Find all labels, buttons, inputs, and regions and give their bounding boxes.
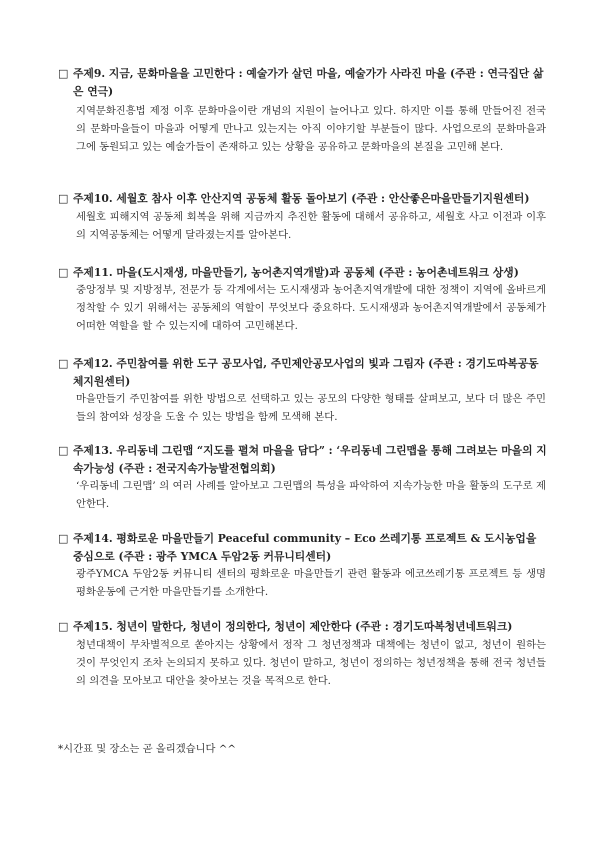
topic-title-row: [58, 355, 548, 390]
footer-note: *시간표 및 장소는 곧 올리겠습니다 ^^: [58, 743, 237, 755]
topic-title: 주제12. 주민참여를 위한 도구 공모사업, 주민제안공모사업의 빛과 그림자 (주관 : 경기도따복공동체지원센터): [73, 357, 539, 388]
topic-title-row: [58, 618, 548, 636]
topic-description: 마을만들기 주민참여를 위한 방법으로 선택하고 있는 공모의 다양한 형태를 살펴보고, 보다 더 많은 주민들의 참여와 성장을 도울 수 있는 방법을 함께 모색해 본다.: [76, 393, 546, 423]
topic-title: 주제13. 우리동네 그린맵 “지도를 펼쳐 마을을 담다” : ‘우리동네 그린맵을 통해 그려보는 마을의 지속가능성 (주관 : 전국지속가능발전협의회): [73, 444, 547, 475]
checkbox-bullet-icon: □: [58, 532, 69, 545]
topic-description: 광주YMCA 두암2동 커뮤니티 센터의 평화로운 마을만들기 관련 활동과 에코쓰레기통 프로젝트 등 생명평화운동에 근거한 마을만들기를 소개한다.: [76, 568, 546, 598]
checkbox-bullet-icon: □: [58, 67, 69, 80]
topic-title-row: [58, 442, 548, 477]
checkbox-bullet-icon: □: [58, 620, 69, 633]
topic-title-row: [58, 264, 548, 282]
topic-title: 주제10. 세월호 참사 이후 안산지역 공동체 활동 돌아보기 (주관 : 안산좋은마을만들기지원센터): [73, 192, 530, 205]
checkbox-bullet-icon: □: [58, 444, 69, 457]
topic-title-row: [58, 530, 548, 565]
topic-title: 주제11. 마을(도시재생, 마을만들기, 농어촌지역개발)과 공동체 (주관 : 농어촌네트워크 상생): [73, 266, 519, 279]
topic-description: 중앙정부 및 지방정부, 전문가 등 각계에서는 도시재생과 농어촌지역개발에 대한 정책이 지역에 올바르게 정착할 수 있기 위해서는 공동체의 역할이 무엇보다 중요하다. 도시재생과 농어촌지역개발에서 공동체가 어떠한 역할을 할 수 있는지에 대하여 고민해본다.: [76, 284, 546, 332]
topic-title: 주제14. 평화로운 마을만들기 Peaceful community – Eco 쓰레기통 프로젝트 & 도시농업을 중심으로 (주관 : 광주 YMCA 두암2동 커뮤니티센터): [73, 532, 537, 563]
topic-title-row: [58, 190, 548, 208]
topic-title: 주제15. 청년이 말한다, 청년이 정의한다, 청년이 제안한다 (주관 : 경기도따복청년네트워크): [73, 620, 513, 633]
topic-description: 세월호 피해지역 공동체 회복을 위해 지금까지 추진한 활동에 대해서 공유하고, 세월호 사고 이전과 이후의 지역공동체는 어떻게 달라졌는지를 알아본다.: [76, 211, 546, 241]
checkbox-bullet-icon: □: [58, 357, 69, 370]
topic-title: 주제9. 지금, 문화마을을 고민한다 : 예술가가 살던 마을, 예술가가 사라진 마을 (주관 : 연극집단 삶은 연극): [73, 67, 544, 98]
topic-description: 청년대책이 무차별적으로 쏟아지는 상황에서 정작 그 청년정책과 대책에는 청년이 없고, 청년이 원하는 것이 무엇인지 조차 논의되지 못하고 있다. 청년이 말하고, 청년이 정의하는 청년정책을 통해 전국 청년들의 의견을 모아보고 대안을 찾아보는 것을 목적으로 한다.: [76, 639, 546, 687]
topic-description: 지역문화진흥법 제정 이후 문화마을이란 개념의 지원이 늘어나고 있다. 하지만 이를 통해 만들어진 전국의 문화마을들이 마을과 어떻게 만나고 있는지는 아직 이야기할 부분들이 많다. 사업으로의 문화마을과 그에 동원되고 있는 예술가들이 존재하고 있는 상황을 공유하고 문화마을의 본질을 고민해 본다.: [76, 105, 546, 153]
checkbox-bullet-icon: □: [58, 192, 69, 205]
checkbox-bullet-icon: □: [58, 266, 69, 279]
topic-description: ‘우리동네 그린맵’ 의 여러 사례를 알아보고 그린맵의 특성을 파악하여 지속가능한 마을 활동의 도구로 제안한다.: [76, 480, 546, 510]
topic-title-row: [58, 65, 548, 100]
